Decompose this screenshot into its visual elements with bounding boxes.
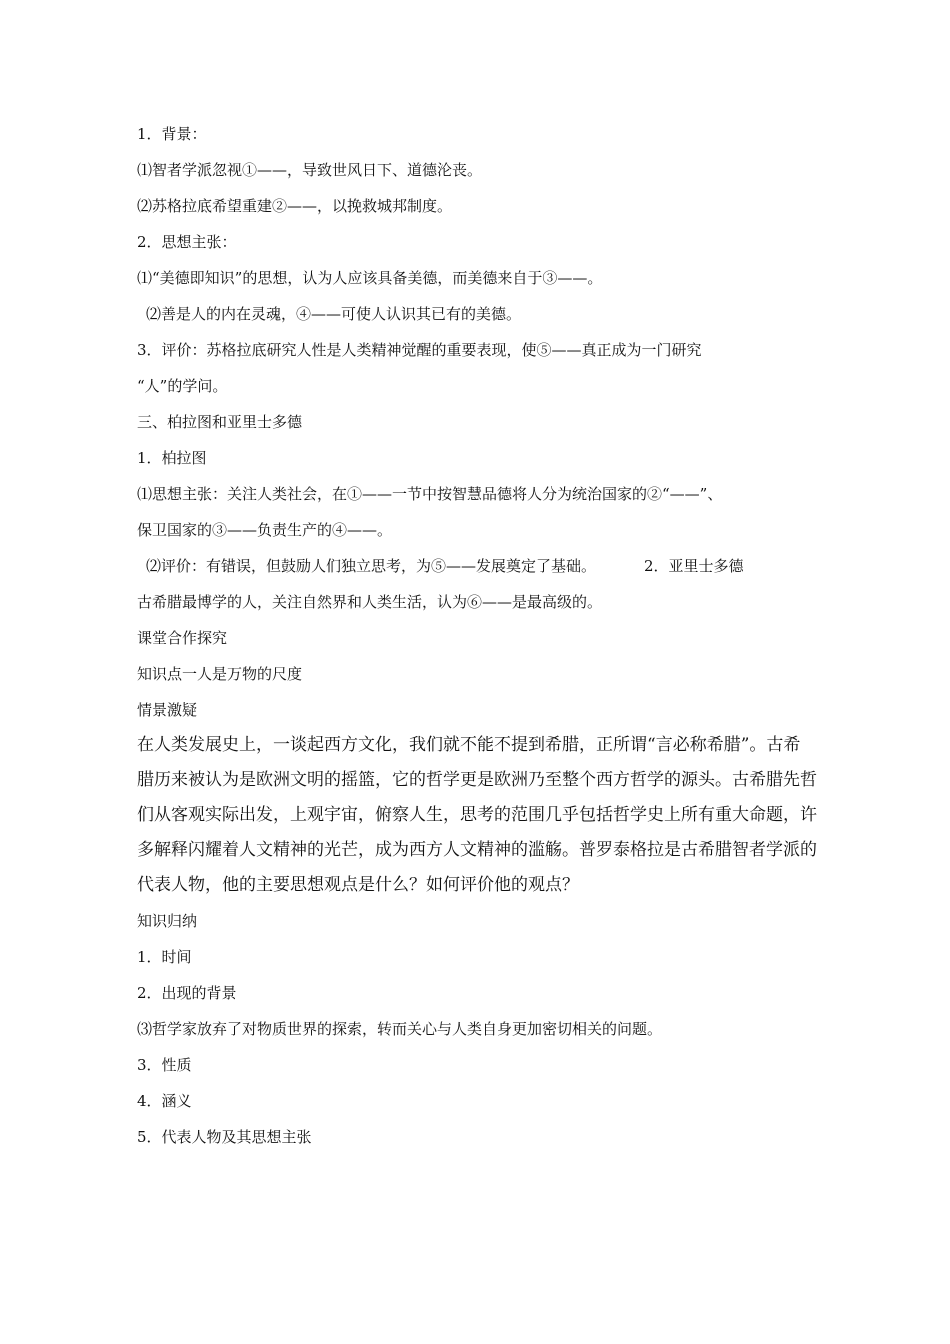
paragraph-line: 多解释闪耀着人文精神的光芒，成为西方人文精神的滥觞。普罗泰格拉是古希腊智者学派的 — [137, 840, 817, 860]
section-heading: 课堂合作探究 — [137, 629, 228, 647]
subheading-scenario: 情景激疑 — [137, 701, 198, 719]
paragraph-line: “人”的学问。 — [137, 377, 228, 395]
list-item: 3．性质 — [137, 1056, 192, 1074]
heading-thought: 2．思想主张： — [137, 233, 237, 251]
paragraph-line: 腊历来被认为是欧洲文明的摇篮，它的哲学更是欧洲乃至整个西方哲学的源头。古希腊先哲 — [137, 770, 817, 790]
paragraph-line: 3．评价：苏格拉底研究人性是人类精神觉醒的重要表现，使⑤——真正成为一门研究 — [137, 341, 702, 359]
paragraph-line: ⑴思想主张：关注人类社会，在①——一节中按智慧品德将人分为统治国家的②“——”、 — [137, 485, 723, 503]
list-item: 1．时间 — [137, 948, 192, 966]
paragraph-line: 们从客观实际出发，上观宇宙，俯察人生，思考的范围几乎包括哲学史上所有重大命题，许 — [137, 805, 817, 825]
list-item: 4．涵义 — [137, 1092, 192, 1110]
subheading-summary: 知识归纳 — [137, 912, 198, 930]
knowledge-point-title: 知识点一人是万物的尺度 — [137, 665, 303, 683]
paragraph-line: ⑵苏格拉底希望重建②——，以挽救城邦制度。 — [137, 197, 453, 215]
section-heading: 三、柏拉图和亚里士多德 — [137, 413, 303, 431]
paragraph-line: 古希腊最博学的人，关注自然界和人类生活，认为⑥——是最高级的。 — [137, 593, 603, 611]
paragraph-line: ⑵善是人的内在灵魂，④——可使人认识其已有的美德。 — [146, 305, 522, 323]
evaluation-text: ⑵评价：有错误，但鼓励人们独立思考，为⑤——发展奠定了基础。 — [146, 557, 597, 575]
paragraph-line: 代表人物，他的主要思想观点是什么？如何评价他的观点？ — [137, 875, 579, 895]
paragraph-line: 保卫国家的③——负责生产的④——。 — [137, 521, 393, 539]
heading-background: 1．背景： — [137, 125, 207, 143]
paragraph-line: 在人类发展史上，一谈起西方文化，我们就不能不提到希腊，正所谓“言必称希腊”。古希 — [137, 735, 801, 755]
paragraph-line — [137, 548, 837, 584]
subheading-aristotle: 2．亚里士多德 — [644, 557, 744, 575]
document-body — [137, 116, 837, 1155]
paragraph-line: ⑴智者学派忽视①——，导致世风日下、道德沦丧。 — [137, 161, 483, 179]
list-item: 2．出现的背景 — [137, 984, 237, 1002]
subheading-plato: 1．柏拉图 — [137, 449, 207, 467]
list-item: 5．代表人物及其思想主张 — [137, 1128, 312, 1146]
paragraph-line: ⑶哲学家放弃了对物质世界的探索，转而关心与人类自身更加密切相关的问题。 — [137, 1020, 663, 1038]
paragraph-line: ⑴“美德即知识”的思想，认为人应该具备美德，而美德来自于③——。 — [137, 269, 603, 287]
